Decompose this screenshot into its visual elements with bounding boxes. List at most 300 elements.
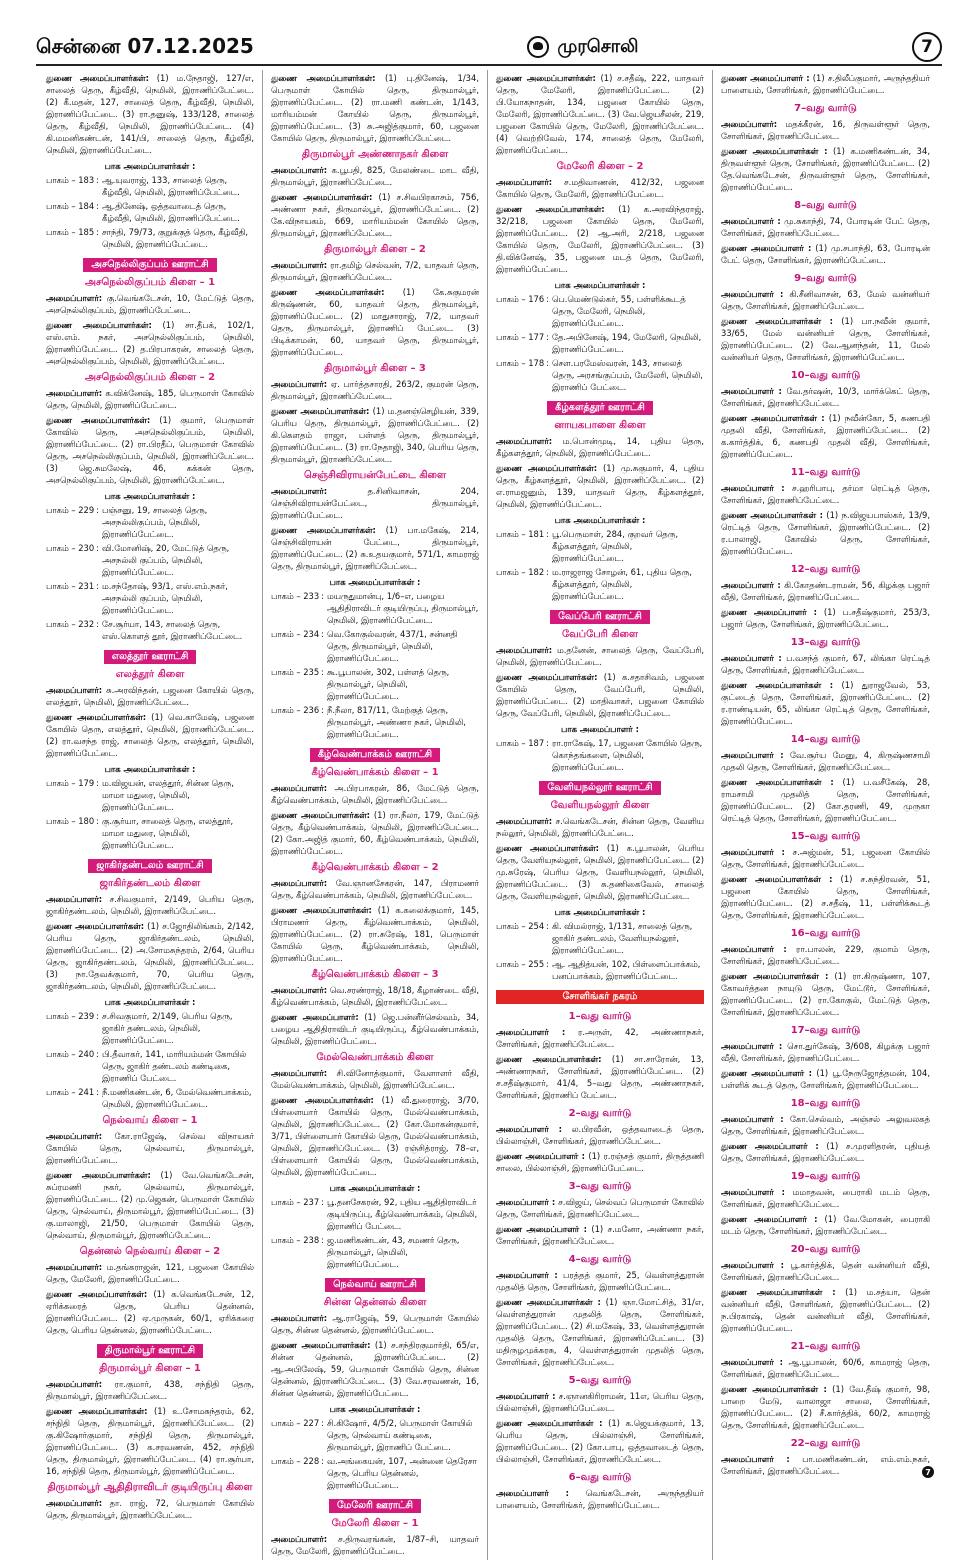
colon-separator: : [321,1456,324,1466]
booth-entry [46,618,254,642]
booth-details: மயருதுமான்பு, 1/6–எ, பழைய ஆதிதிராவிடர் குடியிருப்பு, திருமால்பூர், நெமிலி, இராணிப்பேட்டை. [327,591,479,625]
member-entry [46,72,254,156]
booth-list-title: பாக அமைப்பாளர்கள் : [104,764,196,774]
member-entry [721,1067,930,1091]
member-entry [721,242,930,266]
city-date: சென்னை 07.12.2025 [36,33,254,58]
role-label: அமைப்பாளர் : [721,944,787,954]
branch-header: எலத்தூர் கிளை [115,669,185,680]
member-details: (1) ச.முரளிதரன், புதியத் தெரு, சோளிங்கர், இராணிப்பேட்டை. [721,1141,930,1163]
member-entry [496,176,704,200]
colon-separator: : [546,332,549,342]
role-label: அமைப்பாளர்: [271,783,328,793]
role-label: அமைப்பாளர்: [271,1313,328,1323]
member-details: (1) ந.விஜயபாஸ்கர், 13/9, ரெட்டித் தெரு, சோளிங்கர், இராணிப்பேட்டை. (2) ர.பாலாஜி, கோவில் தெரு, சோளிங்கர், இராணிப்பேட்டை. [721,510,930,556]
member-entry [496,1026,704,1050]
booth-number: பாகம் – 234 [271,629,320,639]
branch-header: ஜாகிர்தண்டலம் கிளை [99,878,201,889]
ward-header: 18–வது வார்டு [790,1098,861,1109]
colon-separator: : [546,738,549,748]
member-entry [721,315,930,363]
member-entry [271,72,479,144]
member-details: கோ.செல்வம், அஞ்சல் அலுவலகத் தெரு, சோளிங்கர், இராணிப்பேட்டை. [721,1114,930,1136]
member-entry [721,970,930,1018]
member-entry [496,1417,704,1465]
booth-details: ஆ.யுவராஜ், 133, சாலைத் தெரு, கீழ்வீதி, நெமிலி, இராணிப்பேட்டை. [102,175,240,197]
member-details: (1) ச.திலீப்குமார், அருந்ததியர் பாளையம், சோளிங்கர், இராணிப்பேட்டை. [721,73,930,95]
booth-number: பாகம் – 239 [46,1011,95,1021]
ward-header: 16–வது வார்டு [790,928,861,939]
member-details: (1) க.அரவிந்தராஜ், 32/218, பஜனை கோயில் தெரு, மேலேரி, இராணிப்பேட்டை. (2) ஆ.அரி, 2/218, பஜனை கோயில் தெரு, மேலேரி, இராணிப்பேட்டை. (3) தி.விக்னேஷ், 35, பஜனை மடத் தெரு, மேலேரி, இராணிப்பேட்டை. [496,204,704,274]
colon-separator: : [96,816,99,826]
role-label: துணை அமைப்பாளர்கள்: [271,905,372,915]
booth-entry [46,1048,254,1084]
role-label: துணை அமைப்பாளர்கள் : [721,146,828,156]
member-details: ப.வசந்த் குமார், 67, லிங்கா ரெட்டித் தெரு, சோளிங்கர், இராணிப்பேட்டை. [721,653,931,675]
role-label: துணை அமைப்பாளர் : [721,1141,819,1151]
member-entry [271,1312,479,1336]
booth-details: வி.மோனிஷ், 20, மேட்டுத் தெரு, அசநல்லி குப்பம், நெமிலி, இராணிப்பேட்டை. [102,543,230,577]
member-entry [271,782,479,806]
member-details: (1) ரா.கிருஷ்ணா, 107, கோவர்த்தன நாயுடு தெரு, மேட்டூர், சோளிங்கர், இராணிப்பேட்டை. (2) ரா.கோகுல், மேட்டுத் தெரு, சோளிங்கர், இராணிப்பேட்டை. [721,971,930,1017]
member-details: ம.பொன்முடி, 14, புதிய தெரு, கீழ்களத்தூர், நெமிலி, இராணிப்பேட்டை. [496,436,704,458]
role-label: துணை அமைப்பாளர்கள்: [271,287,385,297]
role-label: துணை அமைப்பாளர்கள்: [271,810,370,820]
booth-entry [46,777,254,813]
member-details: (1) சா.சாரோன், 13, அண்ணாநகர், சோளிங்கர், இராணிப்பேட்டை. (2) ச.சதீஷ்குமார், 41/4, 5–வது தெரு, அண்ணாநகர், சோளிங்கர், இராணிப் பேட்டை. [496,1054,704,1100]
branch-header: சின்ன தென்னல் கிளை [323,1297,427,1308]
booth-details: ம.சந்தோஷ், 93/1, எஸ்.எம்.நகர், அசநல்லி குப்பம், நெமிலி, இராணிப்பேட்டை. [102,581,228,615]
member-entry [46,1261,254,1285]
booth-list-title: பாக அமைப்பாளர்கள் : [329,1183,421,1193]
booth-details: பூ.பெருமாள், 284, குறவர் தெரு, கீழ்களத்தூர், நெமிலி, இராணிப்பேட்டை. [552,529,679,563]
booth-details: கூ.பூபாலன், 302, பள்ளத் தெரு, திருமால்பூர், நெமிலி, இராணிப்பேட்டை. [327,667,450,701]
branch-header: மேல்வெண்பாக்கம் கிளை [316,1052,434,1063]
booth-number: பாகம் – 235 [271,667,320,677]
member-entry [496,1223,704,1247]
colon-separator: : [96,505,99,515]
ward-header: 19–வது வார்டு [790,1171,861,1182]
member-entry [46,1405,254,1477]
role-label: அமைப்பாளர் : [721,386,782,396]
ward-header: 17–வது வார்டு [790,1025,861,1036]
member-entry [46,414,254,486]
booth-entry [496,528,704,564]
member-details: (1) வீ.துரைராஜ், 3/70, பிள்ளையார் கோயில் தெரு, மேல்வெண்பாக்கம், நெமிலி, இராணிப்பேட்டை. (2) கோ.மோகன்குமார், 3/71, பிள்ளையார் கோயில் தெரு, மேல்வெண்பாக்கம், நெமிலி, இராணிப்பேட்டை. (3) ரஞ்சித்ராஜ், 78–எ, பிள்ளையார் கோயில் தெரு, மேல்வெண்பாக்கம், நெமிலி, இராணிப்பேட்டை. [271,1095,479,1177]
role-label: அமைப்பாளர்: [271,260,328,270]
member-details: (1) மு.சபாந்தி, 63, போரடின் பேட் தெரு, சோளிங்கர், இராணிப்பேட்டை. [721,243,930,265]
role-label: அமைப்பாளர் : [721,216,781,226]
booth-details: பஞ்சனு, 19, சாலைத் தெரு, அசநல்லிகுப்பம், நெமிலி, இராணிப்பேட்டை. [102,505,208,539]
role-label: அமைப்பாளர் : [721,1041,783,1051]
role-label: துணை அமைப்பாளர்கள்: [496,1054,602,1064]
colon-separator: : [96,201,99,211]
role-label: துணை அமைப்பாளர்கள்: [496,463,598,473]
booth-entry [46,174,254,198]
role-label: துணை அமைப்பாளர்கள்: [271,1340,371,1350]
role-label: அமைப்பாளர் : [721,1454,790,1464]
member-details: சு.அரவிந்தன், பஜனை கோயில் தெரு, எலத்தூர், நெமிலி, இராணிப்பேட்டை. [46,685,254,707]
role-label: துணை அமைப்பாளர்கள் : [496,1418,603,1428]
role-label: துணை அமைப்பாளர்கள்: [496,73,596,83]
member-entry [271,1094,479,1178]
town-section-header: சோளிங்கர் நகரம் [496,990,703,1004]
member-entry [496,842,704,902]
member-details: ஆ.ராஜேஷ், 59, பெருமாள் கோயில் தெரு, சின்ன தென்னல், இராணிப்பேட்டை. [271,1313,479,1335]
member-entry [271,904,479,964]
booth-entry [46,226,254,250]
role-label: அமைப்பாளர் : [496,1391,556,1401]
ward-header: 7–வது வார்டு [794,103,857,114]
role-label: அமைப்பாளர் : [496,1488,570,1498]
role-label: அமைப்பாளர்: [496,436,553,446]
role-label: துணை அமைப்பாளர்கள்: [46,921,145,931]
booth-list-title: பாக அமைப்பாளர்கள் : [104,997,196,1007]
member-details: (1) ஜெ.பன்னீர்செல்வம், 34, பழைய ஆதிதிராவிடர் குடியிருப்பு, கீழ்வெண்பாக்கம், நெமிலி, இராணிப்பேட்டை. [271,1012,480,1046]
role-label: அமைப்பாளர் : [721,483,785,493]
role-label: அமைப்பாளர் : [721,1114,784,1124]
member-entry [271,1011,479,1047]
booth-details: ஆ.தினேஷ், ஒத்தவாடைத் தெரு, கீழ்வீதி, நெமிலி, இராணிப்பேட்டை. [102,201,240,223]
columns [38,70,938,1556]
branch-header: செஞ்சிவிராயன்பேட்டை கிளை [303,470,447,481]
section-header: மேலேரி ஊராட்சி [329,1499,421,1513]
role-label: துணை அமைப்பாளர்கள்: [496,672,598,682]
role-label: அமைப்பாளர்: [496,645,553,655]
booth-number: பாகம் – 238 [271,1235,320,1245]
member-entry [271,164,479,188]
booth-entry [46,580,254,616]
member-details: (1) ர.ரஞ்சத் குமார், திருத்தணி சாலை, பில்லாஞ்சி, இராணிப்பேட்டை. [496,1151,704,1173]
member-details: க.விக்னேஷ், 185, பெருமாள் கோவில் தெரு, நெமிலி, இராணிப்பேட்டை. [46,388,254,410]
booth-list-title: பாக அமைப்பாளர்கள் : [554,515,646,525]
section-header: வேளியநல்லூர் ஊராட்சி [539,781,660,795]
ward-header: 21–வது வார்டு [790,1341,861,1352]
booth-entry [46,1010,254,1046]
member-details: (1) ரா.நீலா, 179, மேட்டுத் தெரு, கீழ்வெண்பாக்கம், நெமிலி, இராணிப்பேட்டை. (2) கோ.அஜித் குமார், 60, கீழ்வெண்பாக்கம், நெமிலி, இராணிப்பேட்டை. [271,810,479,856]
member-details: (1) பா.மகேஷ், 214, செஞ்சிவிராயன் பேட்டை, திருமால்பூர், இராணிப்பேட்டை. (2) சு.உதயகுமார், 571/1, காமராஜ் தெரு, திருமால்பூர், இராணிப்பேட்டை. [271,525,479,571]
member-details: வெ.சரண்ராஜ், 18/18, கீழாண்டை வீதி, கீழ்வெண்பாக்கம், நெமிலி, இராணிப்பேட்டை. [271,985,479,1007]
booth-details: ரா.ராகேஷ், 17, பஜனை கோயில் தெரு, கொந்தங்களை, நெமிலி, இராணிப்பேட்டை. [552,738,703,772]
member-details: கோ.ராஜேஷ், செல்வ விநாயகர் கோயில் தெரு, நெல்வாய், திருமால்பூர், இராணிப்பேட்டை. [46,1131,254,1165]
booth-number: பாகம் – 178 [496,358,545,368]
role-label: அமைப்பாளர் : [721,580,781,590]
role-label: துணை அமைப்பாளர் : [721,73,810,83]
booth-number: பாகம் – 237 [271,1197,320,1207]
role-label: துணை அமைப்பாளர்கள்: [46,320,152,330]
booth-entry [46,1086,254,1110]
member-entry [721,776,930,824]
brand-name: முரசொலி [557,35,639,57]
member-details: ச.ஞானகிரிராமன், 11எ, பெரிய தெரு, பில்லாஞ்சி, இராணிப்பேட்டை. [496,1391,704,1413]
member-details: பூ.கார்த்திக், தென் வன்னியர் வீதி, சோளிங்கர், இராணிப்பேட்டை. [721,1260,930,1282]
member-details: (1) ம.சத்யா, தென் வன்னியர் வீதி, சோளிங்கர், இராணிப்பேட்டை. (2) ந.பிரகாஷ், தென் வன்னியர் வீதி, சோளிங்கர், இராணிப்பேட்டை. [721,1287,930,1333]
member-entry [496,462,704,510]
member-entry [46,684,254,708]
role-label: துணை அமைப்பாளர்கள் : [721,680,834,690]
member-entry [271,259,479,283]
booth-entry [271,1234,479,1270]
booth-details: நீ.நீலா, 817/11, மேற்குத் தெரு, திருமால்பூர், அண்ணா நகர், நெமிலி, இராணிப்பேட்டை. [327,705,466,739]
colon-separator: : [96,543,99,553]
booth-details: ம.ராஜராஜ சோழன், 61, புதிய தெரு, கீழ்களத்தூர், நெமிலி, இராணிப்பேட்டை. [552,567,692,601]
booth-entry [496,920,704,956]
booth-entry [271,704,479,740]
role-label: அமைப்பாளர்: [46,293,103,303]
ward-header: 20–வது வார்டு [790,1244,861,1255]
role-label: அமைப்பாளர்: [271,878,328,888]
footer-page-number: 7 [922,1466,934,1478]
ward-header: 3–வது வார்டு [568,1181,632,1192]
member-entry [721,749,930,773]
member-details: (1) க.கலைக்குமார், 145, பிராமணர் தெரு, கீழ்வெண்பாக்கம், நெமிலி, இராணிப்பேட்டை. (2) ரா.சுரேஷ், 181, பெருமாள் கோயில் தெரு, கீழ்வெண்பாக்கம், நெமிலி, இராணிப்பேட்டை. [271,905,479,963]
booth-details: சாந்தி, 79/73, குறுக்குத் தெரு, கீழ்வீதி, நெமிலி, இராணிப்பேட்டை. [102,227,248,249]
member-entry [271,1339,479,1399]
member-entry [721,1453,930,1477]
branch-header: நெல்வாய் கிளை – 1 [102,1115,198,1126]
member-entry [496,1053,704,1101]
role-label: துணை அமைப்பாளர் : [721,607,818,617]
role-label: அமைப்பாளர்: [46,685,103,695]
booth-details: ஜ.மணிகண்டன், 43, சமணர் தெரு, திருமால்பூர், நெமிலி, இராணிப்பேட்டை. [327,1235,460,1269]
member-entry [721,118,930,142]
section-header: அசநெல்லிகுப்பம் ஊராட்சி [83,258,216,272]
booth-number: பாகம் – 180 [46,816,95,826]
member-entry [271,405,479,465]
member-details: தா. ராஜ், 72, பெருமாள் கோயில் தெரு, திருமால்பூர், இராணிப்பேட்டை. [46,1498,254,1520]
booth-number: பாகம் – 181 [496,529,545,539]
member-details: (1) ப.சதீஷ்குமார், 253/3, பஜார் தெரு, சோளிங்கர், இராணிப்பேட்டை. [721,607,930,629]
member-entry [496,72,704,156]
booth-details: தே.அபினேஷ், 194, மேலேரி, நெமிலி, இராணிப்பேட்டை. [552,332,702,354]
member-entry [46,711,254,759]
booth-entry [46,542,254,578]
booth-number: பாகம் – 228 [271,1456,320,1466]
member-details: ரா.தமிழ் செல்வன், 7/2, யாதவர் தெரு, திருமால்பூர், இராணிப்பேட்டை. [271,260,479,282]
role-label: அமைப்பாளர் : [721,1357,783,1367]
role-label: துணை அமைப்பாளர் : [721,1214,818,1224]
branch-header: னாயகபாளை கிளை [554,420,646,431]
role-label: அமைப்பாளர் : [721,289,784,299]
member-details: (1) மு.சுகுமார், 4, புதிய தெரு, கீழ்களத்தூர், நெமிலி, இராணிப்பேட்டை. (2) எ.ராமஜனும், 139, யாதவர் தெரு, கீழ்களத்தூர், நெமிலி, இராணிப்பேட்டை. [496,463,704,509]
ward-header: 2–வது வார்டு [568,1108,632,1119]
member-details: (1) பூ.நேருஜோத்தமன், 104, பள்ளிக் கூடத் தெரு, சோளிங்கர், இராணிப்பேட்டை. [721,1068,930,1090]
booth-number: பாகம் – 229 [46,505,95,515]
role-label: துணை அமைப்பாளர் : [721,1068,813,1078]
member-details: (1) ம.தனஞ்செழியன், 339, பெரிய தெரு, திருமால்பூர், இராணிப்பேட்டை. (2) கி.கௌதம் ராஜா, பள்ளத் தெரு, திருமால்பூர், இராணிப்பேட்டை. (3) ரா.நேதாஜி, 340, பெரிய தெரு, திருமால்பூர், இராணிப்பேட்டை. [271,406,479,464]
booth-number: பாகம் – 254 [496,921,545,931]
masthead [36,30,942,66]
booth-details: கு.சூர்யா, சாலைத் தெரு, எலத்தூர், மாமா மதுரை, நெமிலி, இராணிப்பேட்டை. [102,816,234,850]
member-entry [496,1487,704,1511]
booth-details: வெ.கோகுல்வரன், 437/1, சன்னதி தெரு, திருமால்பூர், நெமிலி, இராணிப்பேட்டை. [327,629,458,663]
branch-header: திருமால்பூர் ஆதிதிராவிடர் குடியிருப்பு கிளை [47,1482,253,1493]
member-entry [271,524,479,572]
role-label: அமைப்பாளர் : [721,653,782,663]
role-label: துணை அமைப்பாளர்கள் : [721,1287,836,1297]
member-entry [721,1286,930,1334]
booth-number: பாகம் – 179 [46,778,95,788]
member-details: (1) ஞா.மோட்சித், 31/எ, வெள்ளத்துரான் முதலித் தெரு, சோளிங்கர், இராணிப்பேட்டை. (2) சி.மகேஷ், 33, வெள்ளத்துரான் முதலித் தெரு, சோளிங்கர், இராணிப்பேட்டை. (3) மதிருழமுக்கரசு, 4, வெள்ளத்துரான் முதலித் தெரு, சோளிங்கர், இராணிப்பேட்டை. [496,1297,704,1367]
member-entry [721,509,930,557]
member-details: வே.தர்ஷன், 10/3, மார்க்கெட் தெரு, சோளிங்கர், இராணிப்பேட்டை. [721,386,930,408]
booth-entry [46,504,254,540]
member-details: பரத்தத் குமார், 25, வெள்ளத்துரான் முதலித் தெரு, சோளிங்கர், இராணிப்பேட்டை. [496,1270,705,1292]
member-details: (1) ச.ஜோதிலிங்கம், 2/142, பெரிய தெரு, ஜாகிர்தண்டலம், நெமிலி, இராணிப்பேட்டை. (2) அ.சோமசுந்தரம், 2/64, பெரிய தெரு, ஜாகிர்தண்டலம், நெமிலி, இராணிப்பேட்டை. (3) நா.தேவக்குமார், 70, பெரிய தெரு, ஜாகிர்தண்டலம், நெமிலி, இராணிப்பேட்டை. [46,921,254,991]
section-header: திருமால்பூர் ஊராட்சி [97,1344,203,1358]
role-label: துணை அமைப்பாளர்கள்: [271,192,373,202]
booth-entry [496,357,704,393]
member-details: ஏ. பார்த்தசாரதி, 263/2, குமரன் தெரு, திருமால்பூர், இராணிப்பேட்டை. [271,379,479,401]
ward-header: 8–வது வார்டு [794,200,857,211]
colon-separator: : [321,1197,324,1207]
member-entry [271,1533,479,1557]
member-details: க.பூபதி, 825, மேலண்டை மாட வீதி, திருமால்பூர், இராணிப்பேட்டை. [271,165,479,187]
colon-separator: : [96,227,99,237]
booth-number: பாகம் – 182 [496,567,545,577]
colon-separator: : [321,1235,324,1245]
member-entry [721,215,930,239]
colon-separator: : [546,959,549,969]
colon-separator: : [96,581,99,591]
column-2 [263,70,488,1560]
role-label: அமைப்பாளர்: [496,177,553,187]
role-label: அமைப்பாளர்: [271,1068,328,1078]
member-entry [46,920,254,992]
booth-list-title: பாக அமைப்பாளர்கள் : [104,161,196,171]
branch-header: வேளியநல்லூர் கிளை [550,800,650,811]
colon-separator: : [321,705,324,715]
booth-details: பி.தீவாகர், 141, மாரியம்மன் கோயில் தெரு, ஜாகிர் தண்டலம் கண்டிகை, இராணிப் பேட்டை. [102,1049,247,1083]
booth-entry [496,293,704,329]
member-details: (1) துராஜவேல், 53, குட்டைத் தெரு, சோளிங்கர், இராணிப்பேட்டை. (2) ர.ராண்டியன், 65, லிங்கா ரெட்டித் தெரு, சோளிங்கர், இராணிப்பேட்டை. [721,680,931,726]
member-details: (1) க.பூபாலன், பெரிய தெரு, வேளியநல்லூர், நெமிலி, இராணிப்பேட்டை. (2) மு.சுரேஷ், பெரிய தெரு, வேளியநல்லூர், நெமிலி, இராணிப்பேட்டை. (3) சு.தணிகைவேல், சாலைத் தெரு, வேளியநல்லூர், நெமிலி, இராணிப்பேட்டை. [496,843,704,901]
member-entry [496,644,704,668]
member-details: (1) உ.சோமசுந்தரம், 62, சந்நிதி தெரு, திருமால்பூர், இராணிப்பேட்டை. (2) கு.கிஷோர்குமார், சந்நிதி தெரு, திருமால்பூர், இராணிப்பேட்டை. (3) க.சரவணன், 452, சந்நிதி தெரு, திருமால்பூர், இராணிப்பேட்டை. (4) ரா.சூர்யா, 16, சந்நிதி தெரு, திருமால்பூர், இராணிப்பேட்டை. [46,1406,254,1476]
role-label: துணை அமைப்பாளர்கள் : [496,1297,601,1307]
role-label: துணை அமைப்பாளர் : [496,1224,588,1234]
role-label: அமைப்பாளர்: [46,894,103,904]
member-entry [46,319,254,367]
booth-entry [496,737,704,773]
column-4 [713,70,938,1560]
member-details: ச.அஜ்மன், 51, பஜனை கோயில் தெரு, சோளிங்கர், இராணிப்பேட்டை. [721,847,930,869]
member-entry [721,1213,930,1237]
ward-header: 10–வது வார்டு [790,370,861,381]
colon-separator: : [96,1011,99,1021]
member-details: ர.அருள், 42, அண்ணாநகர், சோளிங்கர், இராணிப்பேட்டை. [496,1027,704,1049]
booth-details: கி. விமல்ராஜ், 1/131, சாலைத் தெரு, ஜாகிர் தண்டலம், வேளியநல்லூர், இராணிப்பேட்டை. [552,921,693,955]
booth-entry [271,590,479,626]
member-entry [46,1130,254,1166]
member-details: (1) பா.நவீன் குமார், 33/65, மேல் வன்னியர் தெரு, சோளிங்கர், இராணிப்பேட்டை. (2) வே.ஆனந்தன், 11, மேல் வன்னியர் தெரு, சோளிங்கர், இராணிப்பேட்டை. [721,316,930,362]
member-details: வே.சூர்ய மேனு, 4, கிருஷ்ணசாமி முதலி தெரு, சோளிங்கர், இராணிப்பேட்டை. [721,750,930,772]
branch-header: கீழ்வெண்பாக்கம் கிளை – 3 [311,969,439,980]
role-label: துணை அமைப்பாளர்கள் : [721,874,833,884]
role-label: அமைப்பாளர் : [721,847,785,857]
booth-number: பாகம் – 183 [46,175,95,185]
member-details: (1) வே.தீஷ் குமார், 98, பாறை மேடு, வாலாஜா சாலை, சோளிங்கர், இராணிப்பேட்டை. (2) சீ.கார்த்திக், 60/2, காமராஜ் தெரு, சோளிங்கர், இராணிப்பேட்டை. [721,1384,930,1430]
booth-details: ச.சிவகுமார், 2/149, பெரிய தெரு, ஜாகிர் தண்டலம், நெமிலி, இராணிப்பேட்டை. [102,1011,233,1045]
member-entry [721,145,930,193]
member-entry [46,387,254,411]
branch-header: அசநெல்லிகுப்பம் கிளை – 1 [84,277,216,288]
booth-list-title: பாக அமைப்பாளர்கள் : [104,491,196,501]
role-label: அமைப்பாளர் : [721,750,784,760]
member-details: ல.பிரவீன், ஒத்தவாடைத் தெரு, பில்லாஞ்சி, சோளிங்கர், இராணிப்பேட்டை. [496,1124,704,1146]
ward-header: 15–வது வார்டு [790,831,861,842]
booth-number: பாகம் – 236 [271,705,320,715]
member-details: (1) ச.சதீஷ், 222, யாதவர் தெரு, மேலேரி, இராணிப்பேட்டை. (2) பி.யோகநாதன், 134, பஜனை கோயில் தெரு, மேலேரி, இராணிப்பேட்டை. (3) வே.ஜெயசீலன், 219, பஜனை கோயில் தெரு, மேலேரி, இராணிப்பேட்டை. (4) வெற்றிவேல், 174, சாலைத் தெரு, மேலேரி, இராணிப்பேட்டை. [496,73,704,155]
role-label: துணை அமைப்பாளர்கள் : [721,971,829,981]
member-details: (1) ச.சுந்திரவன், 51, பஜனை கோயில் தெரு, சோளிங்கர், இராணிப்பேட்டை. (2) ச.சதீஷ், 11, பள்ளிக்கூடத் தெரு, சோளிங்கர், இராணிப்பேட்டை. [721,874,930,920]
member-entry [496,435,704,459]
booth-details: சி.கிஷோர், 4/5/2, பெருமாள் கோயில் தெரு, நெல்வாய் கண்டிகை, திருமால்பூர், இராணிப் பேட்டை. [327,1418,473,1452]
booth-list-title: பாக அமைப்பாளர்கள் : [329,1404,421,1414]
booth-list-title: பாக அமைப்பாளர்கள் : [329,577,421,587]
ward-header: 5–வது வார்டு [568,1375,632,1386]
booth-entry [271,666,479,702]
member-details: ச.ஹரிபாபு, தர்மா ரெட்டித் தெரு, சோளிங்கர், இராணிப்பேட்டை. [721,483,930,505]
member-details: ரா.பாலன், 229, குமாம் தெரு, சோளிங்கர், இராணிப்பேட்டை. [721,944,930,966]
member-entry [271,378,479,402]
member-entry [46,292,254,316]
member-details: (1) நவீன்கோ, 5, கணபதி முதலி வீதி, சோளிங்கர், இராணிப்பேட்டை. (2) க.கார்த்திக், 6, கணபதி முதலி வீதி, சோளிங்கர், இராணிப்பேட்டை. [721,413,930,459]
booth-entry [46,200,254,224]
member-entry [496,1150,704,1174]
member-entry [46,1497,254,1521]
member-entry [721,1040,930,1064]
member-details: (1) க.ஜெயக்குமார், 13, பெரிய தெரு, பில்லாஞ்சி, சோளிங்கர், இராணிப்பேட்டை. (2) கோ.பாபு, ஒத்தவாடைத் தெரு, பில்லாஞ்சி, சோளிங்கர், இராணிப்பேட்டை. [496,1418,704,1464]
member-details: (1) குமார், பெருமாள் கோவில் தெரு, அசநெல்லிகுப்பம், நெமிலி, இராணிப்பேட்டை. (2) ரா.பிரதீப், பெருமாள் கோவில் தெரு, அசநெல்லிகுப்பம், நெமிலி, இராணிப்பேட்டை. (3) ஜெ.சுமலேஷ், 46, கக்கன் தெரு, அசநெல்லிகுப்பம், நெமிலி, இராணிப்பேட்டை. [46,415,254,485]
member-entry [721,606,930,630]
member-details: ம.தங்கராஜன், 121, பஜனை கோயில் தெரு, மேலேரி, இராணிப்பேட்டை. [46,1262,254,1284]
member-details: ம.தனேன், சாலைத் தெரு, வேப்பேரி, நெமிலி, இராணிப்பேட்டை. [496,645,705,667]
member-entry [721,482,930,506]
member-entry [496,1196,704,1220]
member-details: ச.மதிவாணன், 412/32, பஜனை கோயில் தெரு, மேலேரி, இராணிப்பேட்டை. [496,177,704,199]
role-label: அமைப்பாளர் : [721,1187,786,1197]
section-header: கீழ்களத்தூர் ஊராட்சி [547,401,653,415]
booth-details: பூ.தனசேகரன், 92, புதிய ஆதிதிராவிடர் குடியிருப்பு, கீழ்வெண்பாக்கம், நெமிலி, இராணிப் பேட்டை. [327,1197,478,1231]
booth-entry [496,566,704,602]
member-entry [721,1186,930,1210]
member-details: (1) ம.நேதாஜி, 127/எ, சாலைத் தெரு, கீழ்வீதி, நெமிலி, இராணிப்பேட்டை. (2) கீ.மதன், 127, சாலைத் தெரு, கீழ்வீதி, நெமிலி, இராணிப்பேட்டை. (3) ரா.தனுஷ், 133/128, சாலைத் தெரு, கீழ்வீதி, நெமிலி, இராணிப்பேட்டை. (4) கி.மமனிகண்டன், 141/பி, சாலைத் தெரு, கீழ்வீதி, நெமிலி, இராணிப்பேட்டை. [46,73,254,155]
member-details: (1) க.வெங்கடேசன், 12, ஏரிக்கரைத் தெரு, பெரிய தென்னல், இராணிப்பேட்டை. (2) ஏ.முருகன், 60/1, ஏரிக்கரை தெரு, பெரிய தென்னல், இராணிப்பேட்டை. [46,1289,254,1335]
booth-list-title: பாக அமைப்பாளர்கள் : [554,907,646,917]
booth-number: பாகம் – 233 [271,591,320,601]
member-entry [721,385,930,409]
member-entry [721,652,930,676]
member-details: ச.சிவகுமார், 2/149, பெரிய தெரு, ஜாகிர்தண்டலம், நெமிலி, இராணிப்பேட்டை. [46,894,255,916]
colon-separator: : [546,529,549,539]
colon-separator: : [546,294,549,304]
role-label: அமைப்பாளர்: [46,1131,103,1141]
member-entry [46,1169,254,1241]
member-entry [721,579,930,603]
member-details: மதக்கீரன், 16, திருவள்ளூர் தெரு, சோளிங்கர், இராணிப்பேட்டை. [721,119,930,141]
branch-header: திருமால்பூர் கிளை – 2 [324,244,426,255]
member-entry [721,1113,930,1137]
role-label: துணை அமைப்பாளர் : [496,1151,586,1161]
role-label: அமைப்பாளர்: [271,379,328,389]
member-entry [721,1356,930,1380]
booth-entry [271,1196,479,1232]
role-label: அமைப்பாளர் : [496,1124,562,1134]
colon-separator: : [321,591,324,601]
member-details: பா.மணிகண்டன், எம்.எம்.நகர், சோளிங்கர், இராணிப்பேட்டை. [721,1454,930,1476]
booth-number: பாகம் – 227 [271,1418,320,1428]
